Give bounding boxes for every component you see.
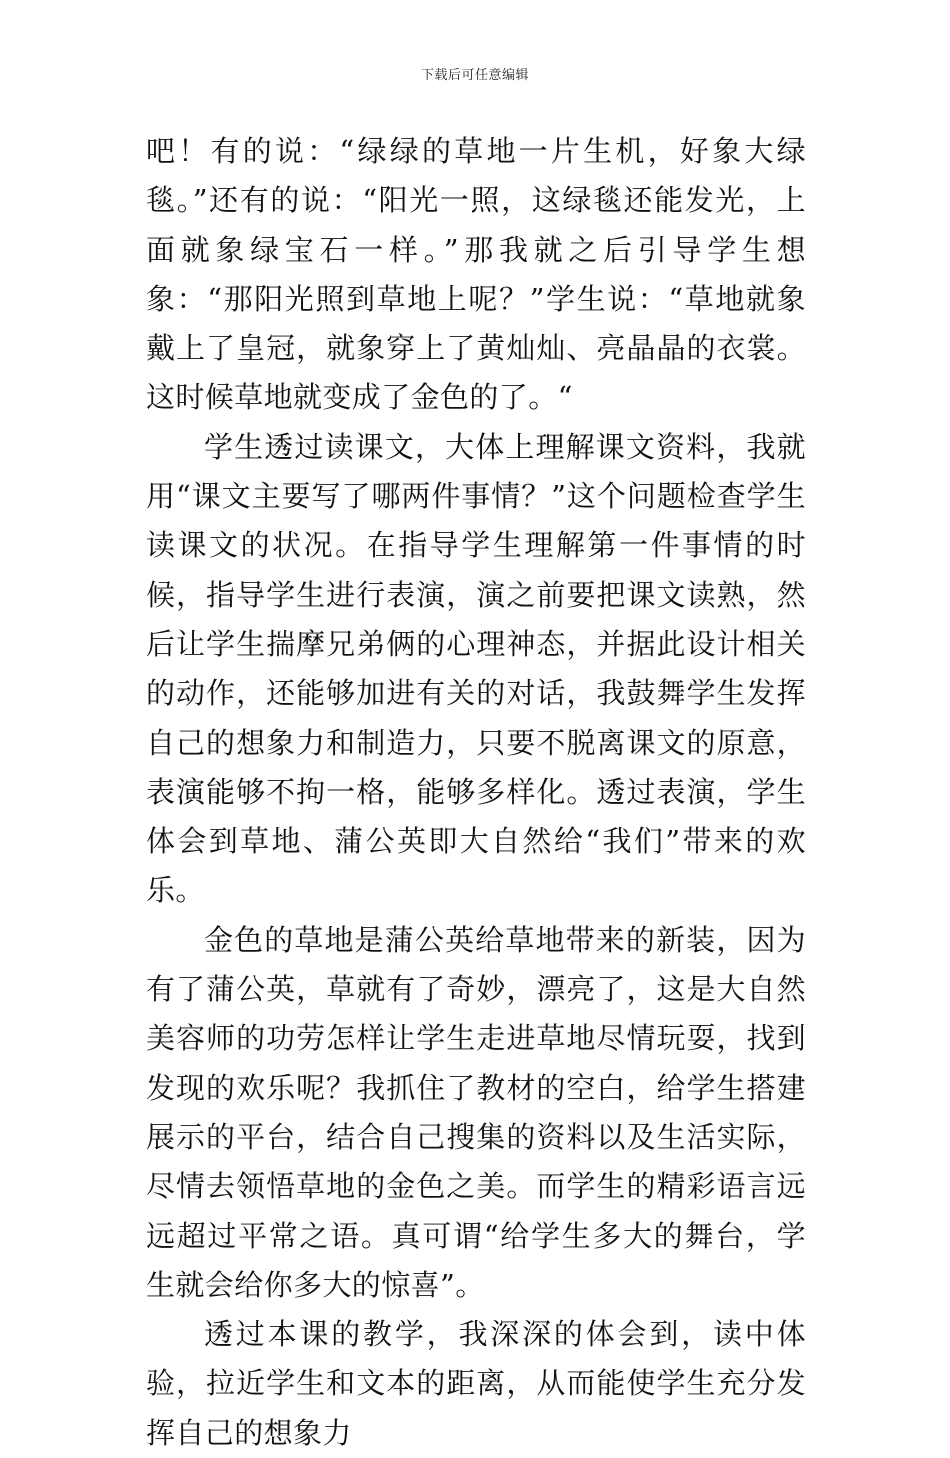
page-header: 下载后可任意编辑 (420, 68, 529, 83)
paragraph-3: 金色的草地是蒲公英给草地带来的新装，因为有了蒲公英，草就有了奇妙，漂亮了，这是大自然美容师的功劳怎样让学生走进草地尽情玩耍，找到发现的欢乐呢？我抓住了教材的空白，给学生搭建展示的平台，结合自己搜集的资料以及生活实际，尽情去领悟草地的金色之美。而学生的精彩语言远远超过平常之语。真可谓“给学生多大的舞台，学生就会给你多大的惊喜”。 (146, 922, 806, 1302)
paragraph-4: 透过本课的教学，我深深的体会到，读中体验，拉近学生和文本的距离，从而能使学生充分发挥自己的想象力 (146, 1317, 806, 1450)
document-body (146, 127, 806, 1458)
paragraph-1: 吧！有的说：“绿绿的草地一片生机，好象大绿毯。”还有的说：“阳光一照，这绿毯还能发光，上面就象绿宝石一样。”那我就之后引导学生想象：“那阳光照到草地上呢？”学生说：“草地就象戴上了皇冠，就象穿上了黄灿灿、亮晶晶的衣裳。这时候草地就变成了金色的了。“ (146, 134, 806, 415)
paragraph-2: 学生透过读课文，大体上理解课文资料，我就用“课文主要写了哪两件事情？”这个问题检查学生读课文的状况。在指导学生理解第一件事情的时候，指导学生进行表演，演之前要把课文读熟，然后让学生揣摩兄弟俩的心理神态，并据此设计相关的动作，还能够加进有关的对话，我鼓舞学生发挥自己的想象力和制造力，只要不脱离课文的原意，表演能够不拘一格，能够多样化。透过表演，学生体会到草地、蒲公英即大自然给“我们”带来的欢乐。 (146, 429, 806, 908)
